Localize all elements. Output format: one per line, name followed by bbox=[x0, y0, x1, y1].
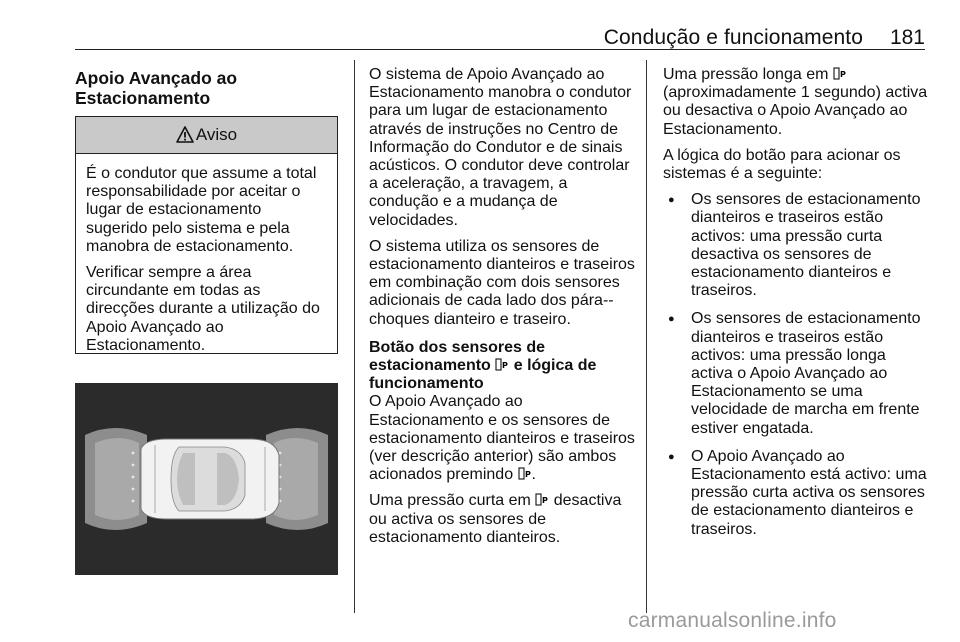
column-1 bbox=[75, 68, 345, 108]
parking-assist-button-icon bbox=[833, 67, 847, 80]
warning-heading: Aviso bbox=[195, 125, 238, 144]
parking-assist-button-icon bbox=[535, 493, 549, 506]
warning-paragraph-1: É o condutor que assume a total responsabilidade por aceitar o lugar de estacionamento sugerido pelo sistema e pela manobra de estacionamento. bbox=[86, 165, 317, 255]
col3-paragraph-1: Uma pressão longa em P (aproximadamente 1 segundo) activa ou desactiva o Apoio Avançado ao Estacionamento. bbox=[663, 66, 928, 138]
list-item: ● O Apoio Avançado ao Estacionamento está activo: uma pressão curta activa os sensores de estacionamento dianteiros e traseiros. bbox=[663, 448, 928, 539]
column-divider-1 bbox=[354, 60, 355, 613]
logic-bullet-list bbox=[663, 191, 928, 539]
col2-paragraph-1: O sistema de Apoio Avançado ao Estacionamento manobra o condutor para um lugar de estacionamento através de instruções no Centro de Informação do Condutor e de sinais acústicos. O condutor deve controlar a aceleração, a travagem, a condução e a mudança de velocidades. bbox=[369, 66, 632, 229]
warning-triangle-icon bbox=[176, 126, 194, 144]
warning-body bbox=[76, 154, 337, 355]
car-top-view-image bbox=[75, 383, 338, 575]
column-2 bbox=[369, 66, 639, 555]
warning-box bbox=[75, 116, 338, 354]
warning-header bbox=[76, 117, 337, 154]
parking-assist-button-icon bbox=[518, 467, 532, 480]
svg-text:P: P bbox=[524, 470, 531, 480]
column-divider-2 bbox=[646, 60, 647, 613]
list-item: ● Os sensores de estacionamento dianteiros e traseiros estão activos: uma pressão curta desactiva os sensores de estacionamento dianteiros e traseiros. bbox=[663, 191, 928, 300]
parking-assist-button-icon bbox=[495, 358, 509, 371]
column-3 bbox=[663, 66, 928, 549]
watermark: carmanualsonline.info bbox=[628, 609, 837, 632]
col2-paragraph-3: O Apoio Avançado ao Estacionamento e os sensores de estacionamento dianteiros e traseiros (ver descrição anterior) são ambos acionados premindo P . bbox=[369, 393, 635, 484]
list-item: ● Os sensores de estacionamento dianteiros e traseiros estão activos: uma pressão longa activa o Apoio Avançado ao Estacionamento se uma velocidade de marcha em frente estiver engatada. bbox=[663, 310, 928, 437]
col3-paragraph-2: A lógica do botão para acionar os sistemas é a seguinte: bbox=[663, 146, 901, 183]
page-number: 181 bbox=[889, 26, 925, 49]
col2-paragraph-4: Uma pressão curta em P desactiva ou activa os sensores de estacionamento dianteiros. bbox=[369, 492, 622, 546]
section-title: Apoio Avançado ao Estacionamento bbox=[75, 68, 238, 108]
svg-text:P: P bbox=[542, 496, 549, 506]
svg-text:P: P bbox=[502, 361, 509, 371]
col2-paragraph-2: O sistema utiliza os sensores de estacionamento dianteiros e traseiros em combinação com dois sensores adicionais de cada lado dos pára--choques dianteiro e traseiro. bbox=[369, 237, 635, 328]
subsection-heading: Botão dos sensores de estacionamento P e lógica de funcionamento bbox=[369, 338, 597, 393]
header-rule bbox=[75, 49, 925, 50]
svg-text:P: P bbox=[839, 70, 846, 79]
page-title: Condução e funcionamento bbox=[603, 26, 863, 49]
car-sensor-illustration bbox=[75, 383, 338, 575]
warning-paragraph-2: Verificar sempre a área circundante em todas as direcções durante a utilização do Apoio Avançado ao Estacionamento. bbox=[86, 264, 320, 354]
